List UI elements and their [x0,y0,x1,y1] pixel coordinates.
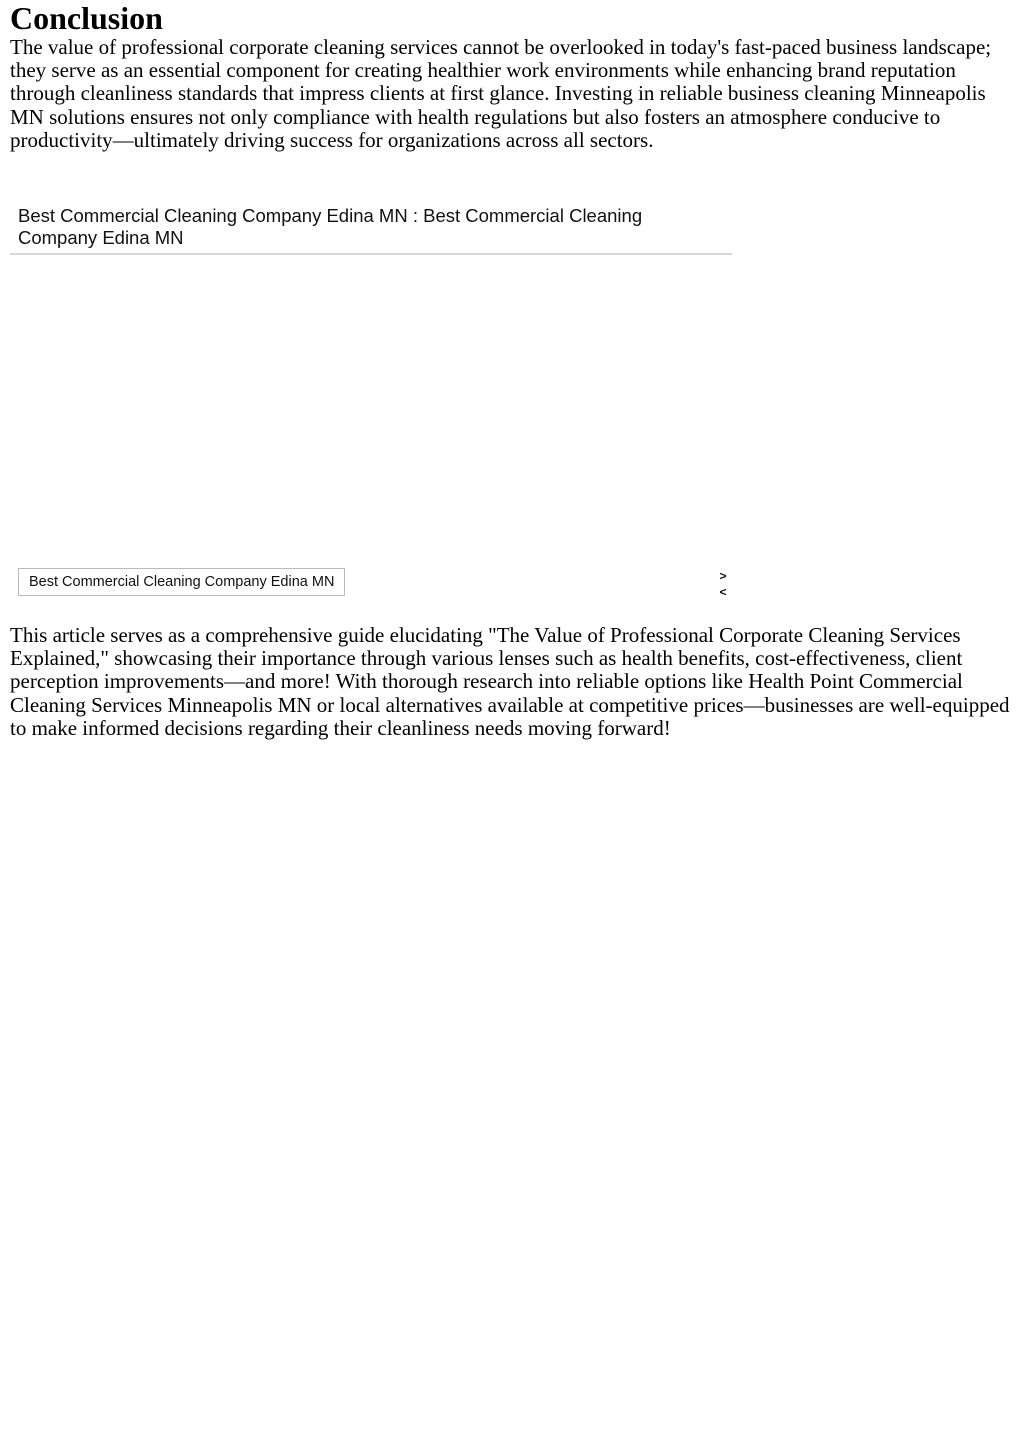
conclusion-paragraph: The value of professional corporate cleaning services cannot be overlooked in today's fast-paced business landscape; they serve as an essential component for creating healthier work environments while enhancing brand reputation through cleanliness standards that impress clients at first glance. Investing in reliable business cleaning Minneapolis MN solutions ensures not only compliance with health regulations but also fosters an atmosphere conducive to productivity—ultimately driving success for organizations across all sectors. [10,35,992,152]
widget-title-bar [10,202,732,255]
slide-caption[interactable]: Best Commercial Cleaning Company Edina MN [18,568,345,596]
slide-content-area [10,257,732,567]
page-title: Conclusion [10,0,163,36]
widget-title: Best Commercial Cleaning Company Edina MN : Best Commercial Cleaning Company Edina MN [18,205,643,248]
slide-navigation [716,568,730,600]
summary-paragraph: This article serves as a comprehensive guide elucidating "The Value of Professional Corporate Cleaning Services Explained," showcasing their importance through various lenses such as health benefits, cost-effectiveness, client perception improvements—and more! With thorough research into reliable options like Health Point Commercial Cleaning Services Minneapolis MN or local alternatives available at competitive prices—businesses are well-equipped to make informed decisions regarding their cleanliness needs moving forward! [10,623,1010,740]
page [10,0,1014,740]
slideshow-widget [10,202,732,602]
prev-slide-button[interactable]: < [719,585,727,599]
next-slide-button[interactable]: > [719,569,727,583]
